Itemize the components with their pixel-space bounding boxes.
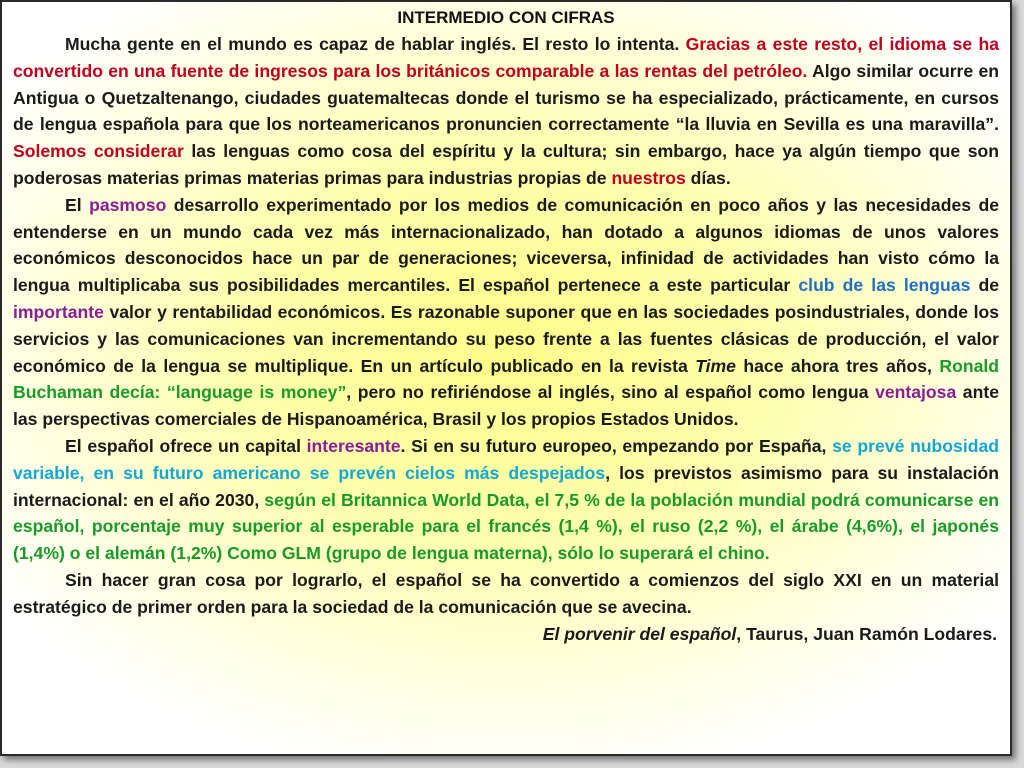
p2-highlight-green: Ronald Buchaman decía: “language is money” [13, 355, 999, 403]
p3-highlight-green: según el Britannica World Data, el 7,5 % de la población mundial podrá comunicarse en español, porcentaje muy superior al esperable para el francés (1,4 %), el ruso (2,2 %), el árabe (4,6%), el japonés (1,4%) o el alemán (1,2%) Como GLM (grupo de lengua materna), sólo lo superará el chino. [13, 489, 999, 564]
p1-highlight-red: nuestros [611, 167, 686, 188]
paragraph-4 [13, 567, 999, 621]
source-rest: , Taurus, Juan Ramón Lodares. [736, 623, 997, 644]
p2-highlight-purple: pasmoso [89, 194, 167, 215]
p2-text: desarrollo experimentado por los medios de comunicación en poco años y las necesidades de entenderse en un mundo cada vez más internacionalizado, han dotado a algunos idiomas de unos valores económicos desconocidos hace un par de generaciones; viceversa, infinidad de actividades han visto cómo la lengua multiplicaba sus posibilidades mercantiles. El español pertenece a este particular [13, 194, 999, 296]
p2-italic-time: Time [695, 355, 736, 376]
p1-highlight-red: Gracias a este resto, el idioma se ha convertido en una fuente de ingresos para los británicos comparable a las rentas del petróleo. [13, 34, 999, 81]
p1-text: días. [685, 167, 731, 188]
p2-text: valor y rentabilidad económicos. Es razonable suponer que en las sociedades posindustriales, donde los servicios y las comunicaciones van incrementando su peso frente a las fuentes clásicas de producción, el valor económico de la lengua se multiplique. En un artículo publicado en la revista [13, 301, 999, 376]
p2-highlight-purple: ventajosa [875, 382, 957, 403]
source-book-title: El porvenir del español [542, 623, 737, 644]
p3-text: . Si en su futuro europeo, empezando por España, [400, 435, 833, 456]
p1-text: las lenguas como cosa del espíritu y la cultura; sin embargo, hace ya algún tiempo que son poderosas materias primas materias primas para industrias propias de [13, 141, 999, 188]
p2-text: El [65, 194, 90, 215]
p2-text: de [970, 275, 1000, 296]
p2-text: hace ahora tres años, [735, 355, 940, 376]
p2-text: ante las perspectivas comerciales de Hispanoamérica, Brasil y los propios Estados Unidos. [13, 382, 999, 430]
p4-text: Sin hacer gran cosa por lograrlo, el español se ha convertido a comienzos del siglo XXI en un material estratégico de primer orden para la sociedad de la comunicación que se avecina. [13, 569, 999, 617]
paragraph-3 [13, 433, 999, 567]
p1-highlight-red: Solemos considerar [13, 141, 184, 162]
p1-text: Algo similar ocurre en Antigua o Quetzaltenango, ciudades guatemaltecas donde el turismo se ha especializado, prácticamente, en cursos de lengua española para que los norteamericanos pronuncien correctamente “la lluvia en Sevilla es una maravilla”. [13, 60, 999, 135]
page-title: INTERMEDIO CON CIFRAS [397, 8, 615, 27]
source-citation [13, 621, 999, 648]
p3-highlight-purple: interesante [306, 435, 401, 456]
p2-highlight-blue: club de las lenguas [798, 275, 971, 296]
p3-text: El español ofrece un capital [65, 435, 307, 456]
p2-highlight-purple: importante [13, 301, 104, 322]
p2-text: , pero no refiriéndose al inglés, sino al español como lengua [346, 382, 876, 403]
p3-text: , los previstos asimismo para su instalación internacional: en el año 2030, [13, 462, 999, 510]
p1-text: Mucha gente en el mundo es capaz de hablar inglés. El resto lo intenta. [65, 34, 686, 54]
p3-highlight-cyan: se prevé nubosidad variable, en su futuro americano se prevén cielos más despejados [13, 435, 1000, 483]
paragraph-2 [13, 192, 999, 433]
paragraph-1 [13, 31, 999, 192]
